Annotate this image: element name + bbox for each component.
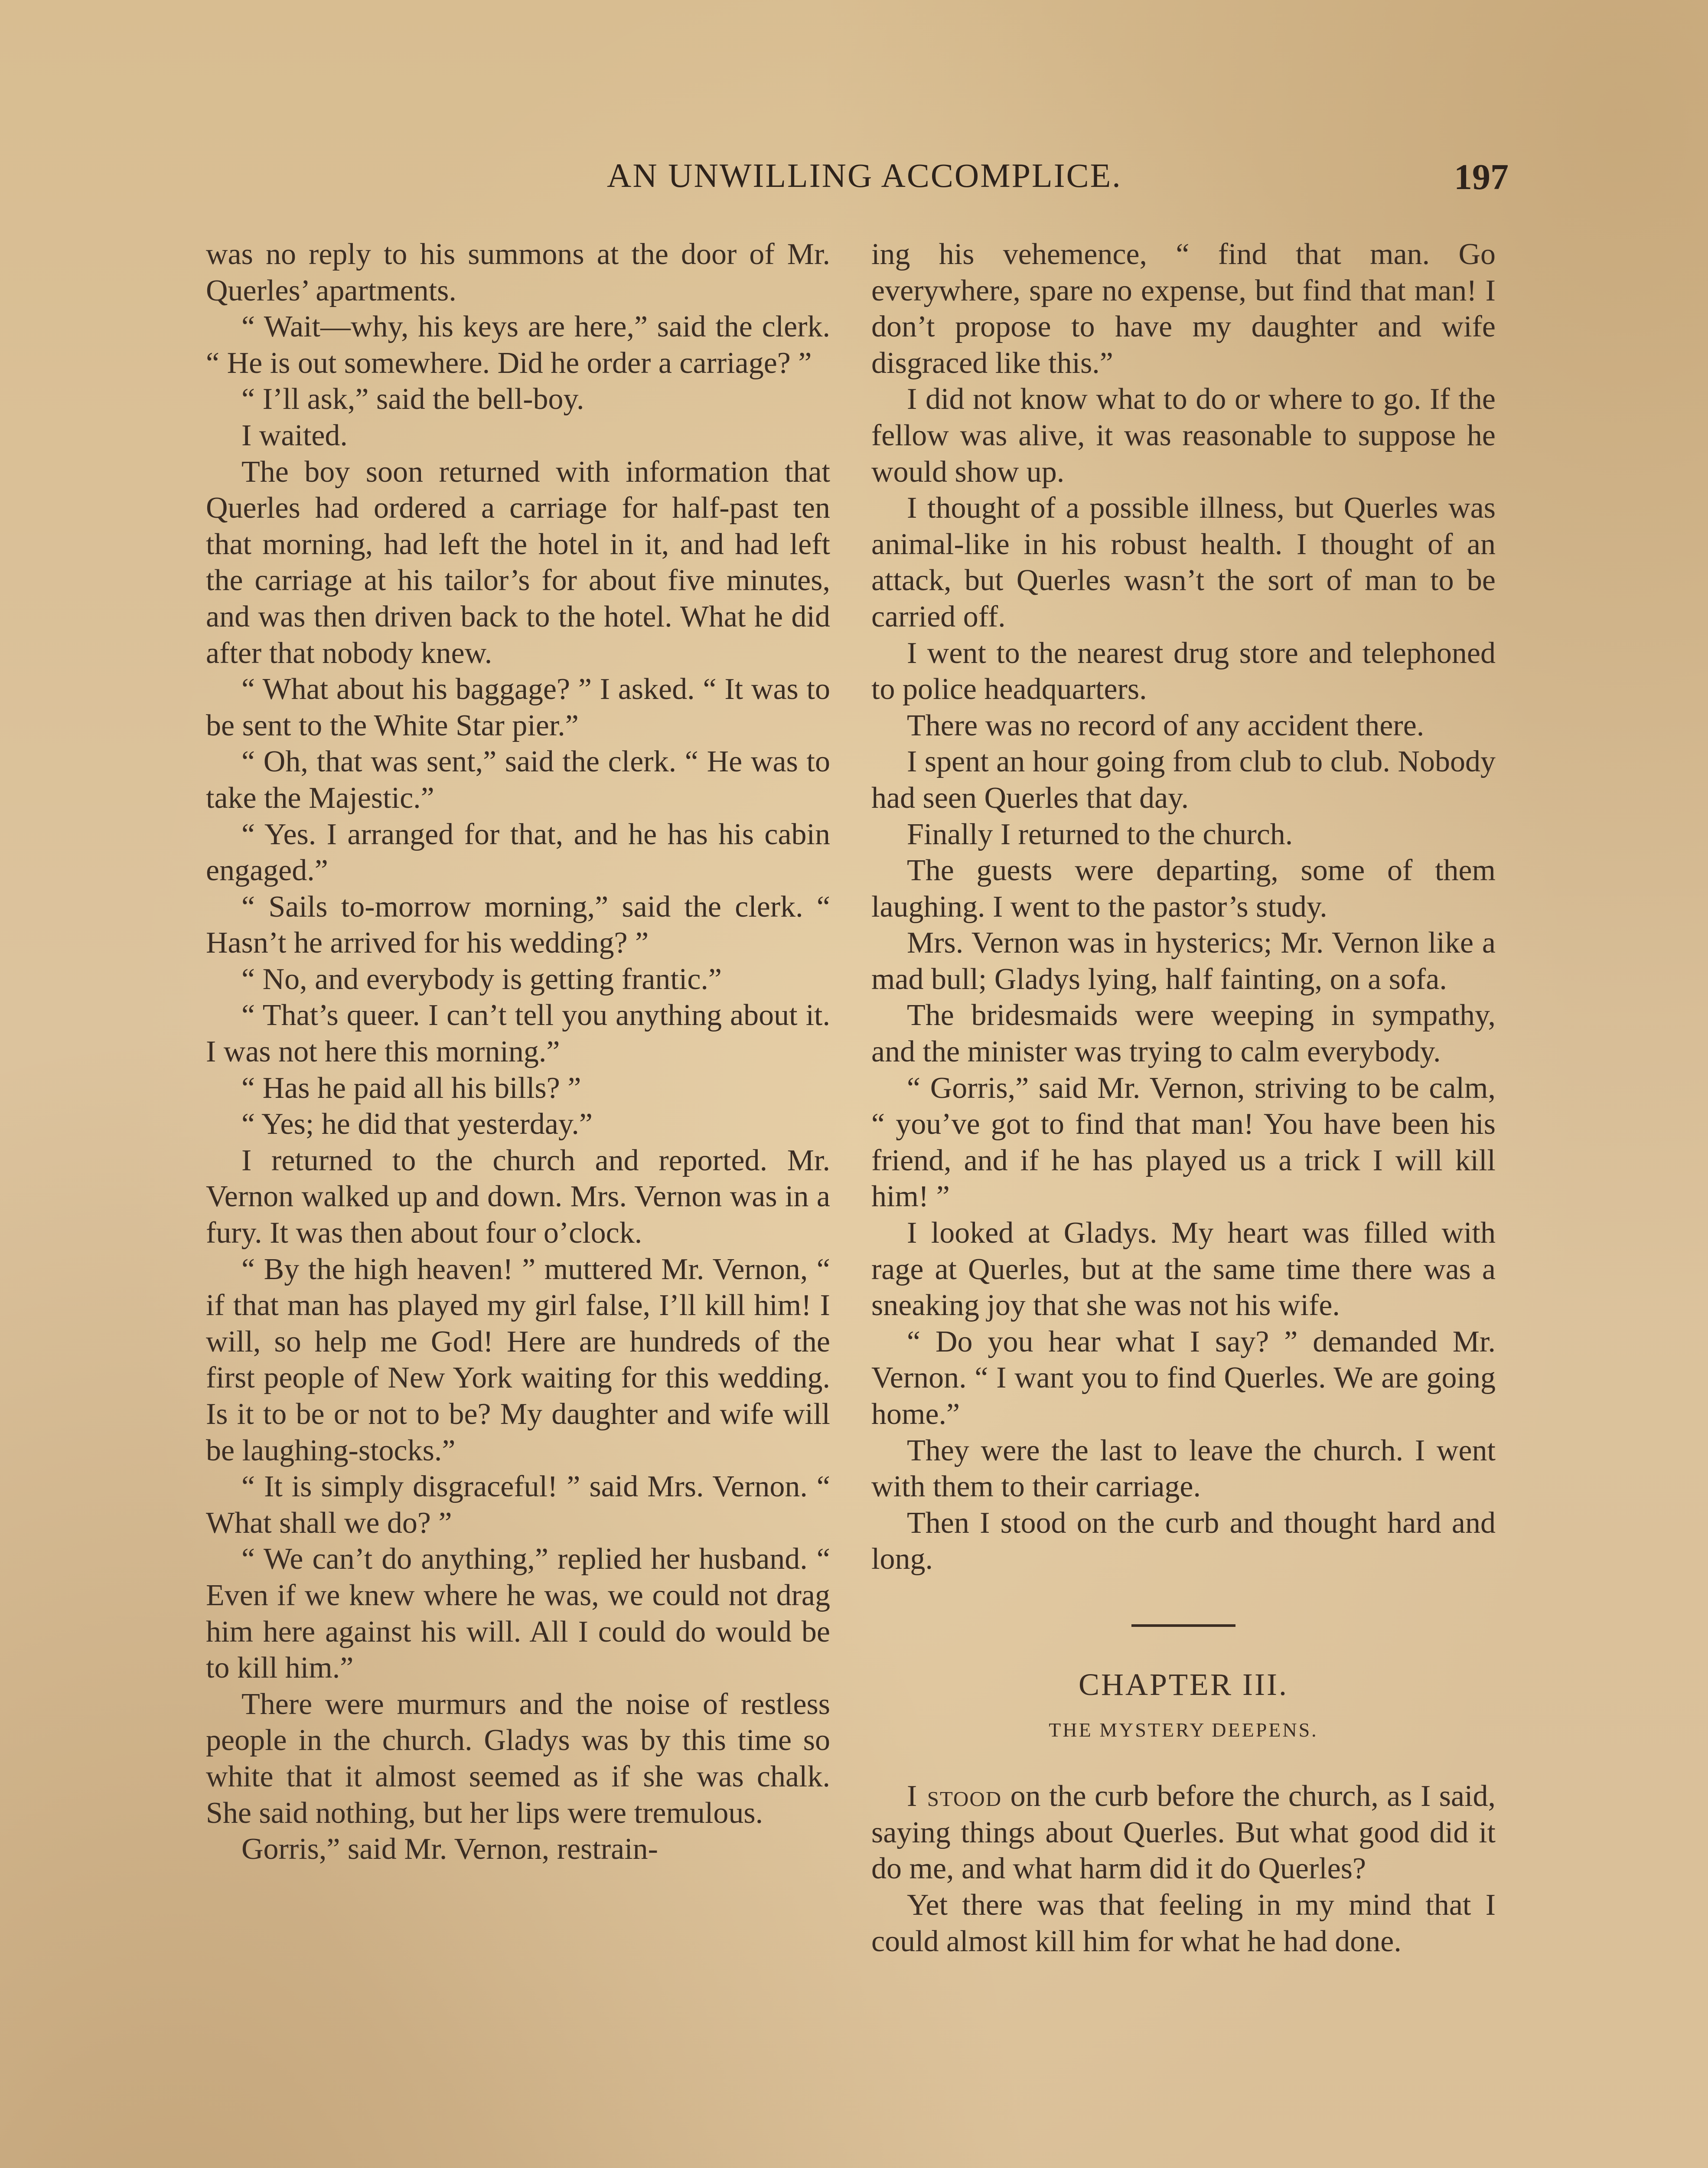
- paragraph: They were the last to leave the church. I went with them to their carriage.: [871, 1433, 1496, 1504]
- paragraph: “ Wait—why, his keys are here,” said the clerk. “ He is out somewhere. Did he order a carriage? ”: [206, 310, 830, 380]
- paragraph: I thought of a possible illness, but Querles was animal-like in his robust health. I thought of an attack, but Querles wasn’t the sort of man to be carried off.: [871, 491, 1496, 633]
- paragraph: I looked at Gladys. My heart was filled with rage at Querles, but at the same time there was a sneaking joy that she was not his wife.: [871, 1216, 1496, 1322]
- paragraph: There was no record of any accident there.: [907, 709, 1424, 742]
- right-column: [871, 236, 1496, 1959]
- paragraph: I went to the nearest drug store and telephoned to police headquarters.: [871, 636, 1496, 706]
- opening-lead: I stood: [907, 1779, 1002, 1813]
- paragraph: The guests were departing, some of them laughing. I went to the pastor’s study.: [871, 854, 1496, 924]
- paragraph: “ No, and everybody is getting frantic.”: [241, 962, 722, 996]
- paragraph: Finally I returned to the church.: [907, 817, 1293, 851]
- section-divider: [1131, 1624, 1235, 1627]
- paragraph: The boy soon returned with information that Querles had ordered a carriage for half-past ten that morning, had left the hotel in it, and had left the carriage at his tailor’s for about five minutes, and was then driven back to the hotel. What he did after that nobody knew.: [206, 455, 830, 670]
- paragraph: I waited.: [241, 418, 348, 452]
- running-title: AN UNWILLING ACCOMPLICE.: [607, 157, 1122, 194]
- page-header: [199, 156, 1509, 208]
- paragraph: “ Has he paid all his bills? ”: [241, 1071, 581, 1105]
- paragraph: I returned to the church and reported. Mr. Vernon walked up and down. Mrs. Vernon was in a fury. It was then about four o’clock.: [206, 1143, 830, 1250]
- paragraph: “ We can’t do anything,” replied her husband. “ Even if we knew where he was, we could not drag him here against his will. All I could do would be to kill him.”: [206, 1542, 830, 1685]
- paragraph: “ That’s queer. I can’t tell you anything about it. I was not here this morning.”: [206, 999, 830, 1069]
- paragraph: ing his vehemence, “ find that man. Go everywhere, spare no expense, but find that man! I don’t propose to have my daughter and wife disgraced like this.”: [871, 238, 1496, 380]
- paragraph: There were murmurs and the noise of restless people in the church. Gladys was by this time so white that it almost seemed as if she was chalk. She said nothing, but her lips were tremulous.: [206, 1687, 830, 1830]
- paragraph: I spent an hour going from club to club. Nobody had seen Querles that day.: [871, 745, 1496, 815]
- paragraph: “ By the high heaven! ” muttered Mr. Vernon, “ if that man has played my girl false, I’ll kill him! I will, so help me God! Here are hundreds of the first people of New York waiting for this wedding. Is it to be or not to be? My daughter and wife will be laughing-stocks.”: [206, 1252, 830, 1467]
- paragraph: “ Oh, that was sent,” said the clerk. “ He was to take the Majestic.”: [206, 745, 830, 815]
- chapter-heading: CHAPTER III.: [1079, 1667, 1288, 1702]
- chapter-opening-paragraph: [871, 1778, 1496, 1887]
- paragraph: Then I stood on the curb and thought hard and long.: [871, 1506, 1496, 1576]
- opening-rest: on the curb before the church, as I said, saying things about Querles. But what good did it do me, and what harm did it do Querles?: [871, 1779, 1496, 1886]
- paragraph: Gorris,” said Mr. Vernon, restrain-: [241, 1832, 658, 1866]
- page-number: 197: [1454, 157, 1509, 197]
- paragraph: “ Yes; he did that yesterday.”: [241, 1107, 593, 1141]
- paragraph: “ It is simply disgraceful! ” said Mrs. Vernon. “ What shall we do? ”: [206, 1470, 830, 1540]
- paragraph: Yet there was that feeling in my mind that I could almost kill him for what he had done.: [871, 1888, 1496, 1958]
- left-column: [206, 236, 830, 1868]
- paragraph: “ Yes. I arranged for that, and he has his cabin engaged.”: [206, 817, 830, 888]
- paragraph: I did not know what to do or where to go. If the fellow was alive, it was reasonable to suppose he would show up.: [871, 382, 1496, 489]
- paragraph: “ I’ll ask,” said the bell-boy.: [241, 382, 584, 416]
- paragraph: was no reply to his summons at the door of Mr. Querles’ apartments.: [206, 238, 830, 307]
- paragraph: “ What about his baggage? ” I asked. “ It was to be sent to the White Star pier.”: [206, 673, 830, 742]
- paragraph: “ Do you hear what I say? ” demanded Mr. Vernon. “ I want you to find Querles. We are going home.”: [871, 1325, 1496, 1431]
- paragraph: “ Sails to-morrow morning,” said the clerk. “ Hasn’t he arrived for his wedding? ”: [206, 890, 830, 960]
- paragraph: Mrs. Vernon was in hysterics; Mr. Vernon like a mad bull; Gladys lying, half fainting, on a sofa.: [871, 926, 1496, 996]
- chapter-subtitle: THE MYSTERY DEEPENS.: [1049, 1718, 1318, 1741]
- paragraph: The bridesmaids were weeping in sympathy, and the minister was trying to calm everybody.: [871, 999, 1496, 1069]
- paragraph: “ Gorris,” said Mr. Vernon, striving to be calm, “ you’ve got to find that man! You have been his friend, and if he has played us a trick I will kill him! ”: [871, 1071, 1496, 1214]
